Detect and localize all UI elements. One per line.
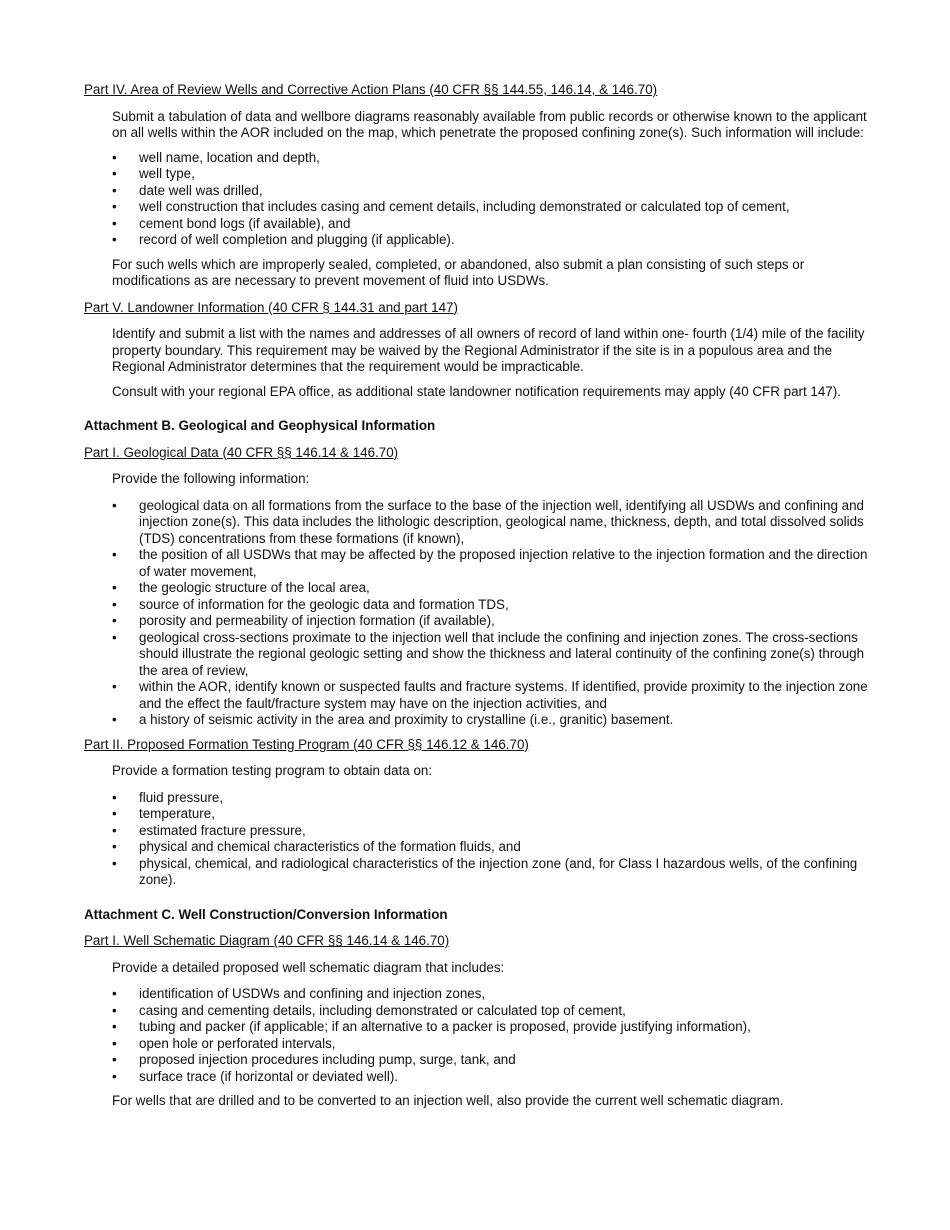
list-item (112, 1035, 874, 1053)
bullet-icon: • (112, 679, 117, 694)
part-iv-closing: For such wells which are improperly sealed, completed, or abandoned, also submit a plan consisting of such steps or modifications as are necessary to prevent movement of fluid into USDWs. (112, 256, 805, 288)
list-item-text: porosity and permeability of injection formation (if available), (139, 613, 495, 628)
part-iv-heading: Part IV. Area of Review Wells and Corrective Action Plans (40 CFR §§ 144.55, 146.14, & 146.70) (84, 82, 658, 97)
attachment-b-part-ii-list (84, 790, 874, 889)
list-item-text: estimated fracture pressure, (139, 822, 306, 838)
list-item-text: surface trace (if horizontal or deviated well). (139, 1068, 398, 1084)
list-item-text: proposed injection procedures including pump, surge, tank, and (139, 1052, 516, 1067)
bullet-icon: • (112, 822, 117, 838)
list-item (112, 1019, 874, 1036)
attachment-b-part-i-intro: Provide the following information: (112, 471, 310, 486)
list-item-text: well construction that includes casing and cement details, including demonstrated or calculated top of cement, (139, 199, 790, 214)
bullet-icon: • (112, 1068, 117, 1084)
bullet-icon: • (112, 547, 117, 562)
list-item (112, 1052, 874, 1069)
document-page (84, 82, 874, 1110)
list-item (112, 613, 874, 630)
part-v-para-2: Consult with your regional EPA office, as additional state landowner notification requirements may apply (40 CFR part 147). (112, 383, 841, 399)
bullet-icon: • (112, 596, 117, 612)
attachment-c-part-i-heading: Part I. Well Schematic Diagram (40 CFR §§ 146.14 & 146.70) (84, 933, 450, 948)
list-item (112, 215, 874, 233)
list-item (112, 806, 874, 823)
list-item (112, 497, 874, 548)
list-item-text: identification of USDWs and confining and injection zones, (139, 986, 486, 1001)
bullet-icon: • (112, 166, 117, 181)
list-item (112, 182, 874, 200)
attachment-b-part-i-list (84, 498, 874, 729)
list-item-text: the position of all USDWs that may be affected by the proposed injection relative to the injection formation and the direction of water movement, (139, 547, 868, 579)
attachment-c-title: Attachment C. Well Construction/Conversion Information (84, 906, 448, 922)
list-item-text: well type, (139, 166, 195, 181)
bullet-icon: • (112, 986, 117, 1001)
list-item-text: geological cross-sections proximate to the injection well that include the confining and injection zones. The cross-sections should illustrate the regional geologic setting and show the thickness and lateral continuity of the confining zone(s) through the area of review, (139, 629, 865, 678)
list-item (112, 547, 874, 580)
list-item-text: cement bond logs (if available), and (139, 215, 351, 231)
list-item (112, 149, 874, 167)
list-item (112, 1068, 874, 1086)
bullet-icon: • (112, 199, 117, 214)
bullet-icon: • (112, 629, 117, 645)
part-v-heading: Part V. Landowner Information (40 CFR § 144.31 and part 147) (84, 299, 458, 315)
bullet-icon: • (112, 215, 117, 231)
bullet-icon: • (112, 712, 117, 727)
bullet-icon: • (112, 1002, 117, 1018)
list-item-text: physical, chemical, and radiological characteristics of the injection zone (and, for Class I hazardous wells, of the confining zone). (139, 855, 858, 887)
list-item-text: record of well completion and plugging (if applicable). (139, 232, 455, 247)
list-item-text: source of information for the geologic data and formation TDS, (139, 596, 509, 612)
bullet-icon: • (112, 839, 117, 854)
part-iv-intro: Submit a tabulation of data and wellbore diagrams reasonably available from public records or otherwise known to the applicant on all wells within the AOR included on the map, which penetrate the proposed confining zone(s). Such information will include: (112, 108, 867, 140)
list-item-text: casing and cementing details, including demonstrated or calculated top of cement, (139, 1002, 626, 1018)
list-item-text: well name, location and depth, (139, 149, 320, 165)
list-item-text: tubing and packer (if applicable; if an alternative to a packer is proposed, provide justifying information), (139, 1019, 751, 1034)
part-iv-list (84, 150, 874, 249)
bullet-icon: • (112, 789, 117, 805)
bullet-icon: • (112, 613, 117, 628)
list-item-text: temperature, (139, 806, 215, 821)
bullet-icon: • (112, 580, 117, 595)
list-item (112, 679, 874, 712)
list-item (112, 986, 874, 1003)
list-item-text: geological data on all formations from the surface to the base of the injection well, identifying all USDWs and confining and injection zone(s). This data includes the lithologic description, geological name, thickness, depth, and total dissolved solids (TDS) concentrations from these formations (if known), (139, 497, 864, 546)
list-item (112, 1002, 874, 1020)
list-item (112, 596, 874, 614)
bullet-icon: • (112, 497, 117, 513)
bullet-icon: • (112, 1019, 117, 1034)
list-item (112, 855, 874, 889)
list-item (112, 199, 874, 216)
list-item (112, 789, 874, 807)
list-item-text: a history of seismic activity in the area and proximity to crystalline (i.e., granitic) basement. (139, 712, 674, 727)
bullet-icon: • (112, 232, 117, 247)
bullet-icon: • (112, 1035, 117, 1051)
list-item (112, 166, 874, 183)
part-v-para-1: Identify and submit a list with the names and addresses of all owners of record of land within one- fourth (1/4) mile of the facility property boundary. This requirement may be waived by the Regional Administrator if the site is in a populous area and the Regional Administrator determines that the requirement would be impracticable. (112, 326, 865, 374)
bullet-icon: • (112, 1052, 117, 1067)
attachment-c-part-i-intro: Provide a detailed proposed well schematic diagram that includes: (112, 959, 505, 975)
list-item-text: physical and chemical characteristics of the formation fluids, and (139, 839, 521, 854)
list-item-text: open hole or perforated intervals, (139, 1035, 336, 1051)
list-item (112, 629, 874, 680)
attachment-b-title: Attachment B. Geological and Geophysical Information (84, 418, 436, 433)
list-item-text: date well was drilled, (139, 182, 263, 198)
attachment-c-part-i-list (84, 986, 874, 1085)
list-item (112, 580, 874, 597)
bullet-icon: • (112, 806, 117, 821)
list-item (112, 822, 874, 840)
list-item (112, 839, 874, 856)
attachment-b-part-ii-heading: Part II. Proposed Formation Testing Program (40 CFR §§ 146.12 & 146.70) (84, 736, 529, 752)
bullet-icon: • (112, 182, 117, 198)
list-item-text: within the AOR, identify known or suspected faults and fracture systems. If identified, provide proximity to the injection zone and the effect the fault/fracture system may have on the injection activities, and (139, 679, 868, 711)
list-item (112, 232, 874, 249)
list-item-text: the geologic structure of the local area, (139, 580, 370, 595)
bullet-icon: • (112, 149, 117, 165)
attachment-b-part-ii-intro: Provide a formation testing program to obtain data on: (112, 763, 433, 778)
list-item-text: fluid pressure, (139, 789, 224, 805)
bullet-icon: • (112, 855, 117, 871)
attachment-b-part-i-heading: Part I. Geological Data (40 CFR §§ 146.14 & 146.70) (84, 444, 399, 460)
attachment-c-part-i-closing: For wells that are drilled and to be converted to an injection well, also provide the current well schematic diagram. (112, 1093, 784, 1108)
list-item (112, 712, 874, 729)
